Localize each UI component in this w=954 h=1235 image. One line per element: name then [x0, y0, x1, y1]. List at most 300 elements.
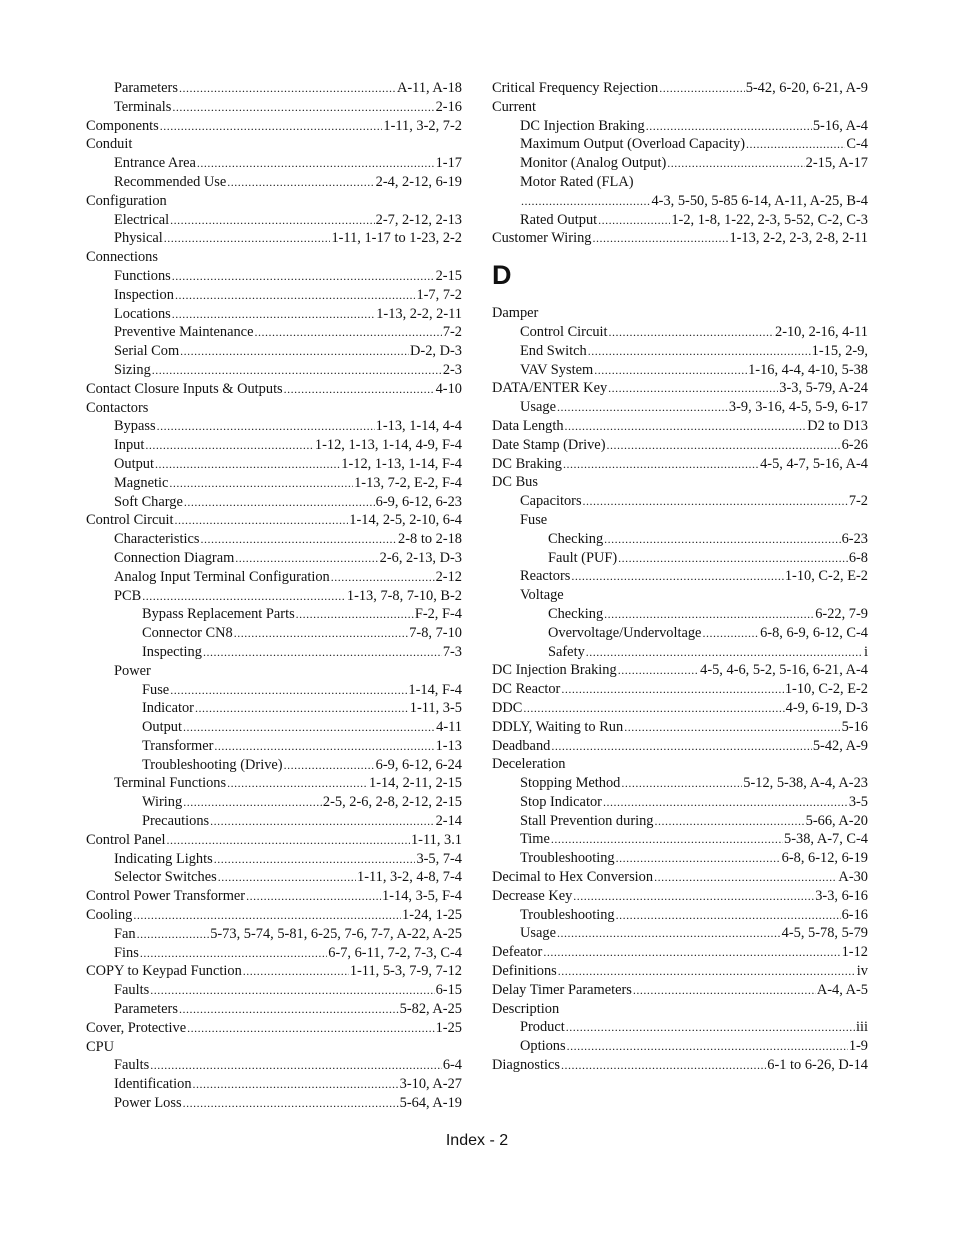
dot-leader	[561, 1056, 766, 1075]
index-pages: 1-13, 7-8, 7-10, B-2	[346, 587, 462, 604]
index-entry	[86, 305, 462, 324]
index-pages: 3-3, 6-16	[815, 887, 868, 904]
index-entry	[492, 473, 868, 492]
dot-leader	[150, 1056, 442, 1075]
dot-leader	[561, 680, 784, 699]
dot-leader	[567, 1037, 848, 1056]
index-term: DDLY, Waiting to Run	[492, 718, 624, 735]
index-entry	[86, 944, 462, 963]
index-pages: 6-7, 6-11, 7-2, 7-3, C-4	[328, 944, 462, 961]
dot-leader	[167, 831, 410, 850]
index-term: Parameters	[114, 1001, 178, 1018]
index-pages: 1-13, 7-2, E-2, F-4	[354, 474, 462, 491]
dot-leader	[592, 229, 728, 248]
index-term: Checking	[548, 605, 604, 622]
index-term: Contact Closure Inputs & Outputs	[86, 380, 283, 397]
index-term: Configuration	[86, 192, 167, 209]
dot-leader	[557, 398, 728, 417]
dot-leader	[150, 981, 434, 1000]
index-pages: iii	[856, 1019, 868, 1036]
index-term: Description	[492, 1000, 560, 1017]
index-entry	[86, 568, 462, 587]
dot-leader	[563, 455, 759, 474]
index-entry	[86, 850, 462, 869]
index-entry	[492, 793, 868, 812]
index-entry	[492, 135, 868, 154]
index-term: Capacitors	[520, 493, 582, 510]
index-entry	[86, 98, 462, 117]
index-entry	[86, 1000, 462, 1019]
index-term: Cover, Protective	[86, 1019, 187, 1036]
index-pages: 6-9, 6-12, 6-24	[375, 756, 462, 773]
index-entry	[86, 417, 462, 436]
index-pages: i	[864, 643, 868, 660]
index-entry	[492, 549, 868, 568]
index-pages: 4-5, 5-78, 5-79	[781, 925, 868, 942]
dot-leader	[234, 624, 409, 643]
dot-leader	[243, 962, 349, 981]
index-pages: 1-11, 3-2, 7-2	[383, 117, 462, 134]
index-entry	[86, 1056, 462, 1075]
dot-leader	[523, 699, 784, 718]
index-pages: 4-11	[436, 719, 462, 736]
index-term: DC Injection Braking	[492, 662, 617, 679]
dot-leader	[521, 192, 650, 211]
index-column-left	[86, 79, 462, 1113]
index-entry	[86, 455, 462, 474]
index-term: Parameters	[114, 80, 178, 96]
index-entry	[492, 924, 868, 943]
index-term: Recommended Use	[114, 173, 227, 190]
dot-leader	[133, 906, 401, 925]
index-term: Output	[142, 719, 182, 736]
index-pages: 1-11, 3-5	[409, 700, 462, 717]
index-term: Locations	[114, 305, 171, 322]
index-entry	[86, 681, 462, 700]
index-term: Definitions	[492, 963, 557, 980]
index-entry	[492, 455, 868, 474]
dot-leader	[137, 925, 210, 944]
index-entry	[492, 812, 868, 831]
index-pages: 2-15, A-17	[805, 155, 868, 172]
index-entry	[86, 399, 462, 418]
index-entry	[86, 624, 462, 643]
index-entry	[86, 737, 462, 756]
index-term: Stop Indicator	[520, 793, 602, 810]
dot-leader	[604, 605, 814, 624]
index-term: Connection Diagram	[114, 549, 235, 566]
dot-leader	[179, 1000, 399, 1019]
dot-leader	[598, 211, 670, 230]
index-entry	[86, 474, 462, 493]
dot-leader	[160, 117, 383, 136]
index-term: DC Bus	[492, 474, 538, 491]
index-term: Transformer	[142, 737, 214, 754]
dot-leader	[558, 962, 856, 981]
index-term: Usage	[520, 925, 556, 942]
index-entry	[86, 793, 462, 812]
dot-leader	[201, 530, 398, 549]
dot-leader	[142, 587, 346, 606]
index-entry	[86, 718, 462, 737]
index-term: DC Injection Braking	[520, 117, 645, 134]
index-entry	[492, 511, 868, 530]
index-term: Preventive Maintenance	[114, 324, 254, 341]
index-term: Fault (PUF)	[548, 549, 618, 566]
index-pages: 2-16	[435, 98, 462, 115]
index-entry	[492, 117, 868, 136]
index-entry	[492, 211, 868, 230]
index-pages: 3-9, 3-16, 4-5, 5-9, 6-17	[728, 399, 868, 416]
index-term: Conduit	[86, 136, 133, 153]
index-term: Sizing	[114, 361, 151, 378]
index-term: Critical Frequency Rejection	[492, 80, 659, 96]
dot-leader	[227, 173, 374, 192]
index-term: Control Circuit	[86, 512, 174, 529]
index-term: Analog Input Terminal Configuration	[114, 568, 330, 585]
dot-leader	[571, 567, 784, 586]
index-term: Terminal Functions	[114, 775, 227, 792]
index-pages: 5-66, A-20	[805, 812, 868, 829]
index-term: Deceleration	[492, 756, 566, 773]
index-pages: 1-13, 2-2, 2-3, 2-8, 2-11	[729, 230, 868, 247]
index-entry	[86, 1075, 462, 1094]
index-pages: iv	[856, 963, 868, 980]
index-term: Output	[114, 455, 154, 472]
index-term: Precautions	[142, 813, 210, 830]
index-entry	[492, 981, 868, 1000]
index-term: Delay Timer Parameters	[492, 981, 632, 998]
index-pages: 1-13, 2-2, 2-11	[376, 305, 462, 322]
dot-leader	[551, 830, 783, 849]
index-pages: 2-8 to 2-18	[398, 531, 462, 548]
index-term: Serial Com	[114, 343, 180, 360]
index-pages: 3-3, 5-79, A-24	[779, 380, 868, 397]
index-pages: 4-9, 6-19, D-3	[785, 699, 868, 716]
index-term: Connector CN8	[142, 625, 233, 642]
index-pages: 1-15, 2-9,	[811, 342, 868, 359]
dot-leader	[566, 1018, 855, 1037]
dot-leader	[284, 756, 375, 775]
index-term: Data Length	[492, 417, 564, 434]
index-entry	[492, 379, 868, 398]
index-entry	[492, 154, 868, 173]
index-entry	[492, 192, 868, 211]
index-pages: 2-15	[435, 267, 462, 284]
dot-leader	[633, 981, 816, 1000]
index-pages: 7-2	[442, 324, 462, 341]
index-entry	[492, 304, 868, 323]
dot-leader	[140, 944, 327, 963]
index-pages: 1-14, 2-11, 2-15	[369, 775, 462, 792]
dot-leader	[172, 98, 434, 117]
dot-leader	[170, 681, 407, 700]
index-pages: C-4	[846, 136, 868, 153]
index-entry	[492, 173, 868, 192]
index-entry	[492, 643, 868, 662]
dot-leader	[573, 887, 814, 906]
index-term: Components	[86, 117, 159, 134]
index-term: Fins	[114, 944, 139, 961]
index-pages: D-2, D-3	[410, 343, 462, 360]
dot-leader	[621, 774, 742, 793]
page-footer: Index - 2	[445, 1132, 509, 1149]
index-term: Decimal to Hex Conversion	[492, 869, 654, 886]
index-pages: 1-10, C-2, E-2	[784, 568, 868, 585]
index-entry	[86, 511, 462, 530]
index-entry	[492, 887, 868, 906]
index-term: Options	[520, 1038, 566, 1055]
index-term: Soft Charge	[114, 493, 183, 510]
index-term: Fuse	[520, 511, 548, 528]
dot-leader	[179, 79, 396, 98]
index-term: Faults	[114, 982, 150, 999]
index-pages: 6-16	[841, 906, 868, 923]
index-entry	[86, 436, 462, 455]
index-pages: 4-5, 4-6, 5-2, 5-16, 6-21, A-4	[700, 662, 868, 679]
index-entry	[492, 342, 868, 361]
dot-leader	[702, 624, 759, 643]
index-pages: 2-4, 2-12, 6-19	[375, 173, 462, 190]
dot-leader	[195, 699, 409, 718]
index-pages: D2 to D13	[807, 417, 868, 434]
index-entry	[86, 361, 462, 380]
dot-leader	[296, 605, 414, 624]
index-pages: A-30	[838, 869, 868, 886]
dot-leader	[607, 436, 841, 455]
index-pages: 5-16, A-4	[812, 117, 868, 134]
dot-leader	[175, 511, 349, 530]
index-term: Contactors	[86, 399, 149, 416]
index-pages: 1-25	[435, 1019, 462, 1036]
index-entry	[492, 1018, 868, 1037]
index-entry	[492, 605, 868, 624]
index-entry	[86, 925, 462, 944]
dot-leader	[543, 943, 840, 962]
section-heading-d: D	[492, 260, 512, 291]
dot-leader	[155, 455, 340, 474]
index-pages: 2-14	[435, 813, 462, 830]
index-pages: 3-10, A-27	[399, 1076, 462, 1093]
index-term: Bypass	[114, 418, 156, 435]
index-pages: A-4, A-5	[816, 981, 868, 998]
index-pages: 6-22, 7-9	[815, 605, 868, 622]
index-entry	[492, 962, 868, 981]
index-pages: 1-12, 1-13, 1-14, 4-9, F-4	[314, 437, 462, 454]
index-entry	[492, 98, 868, 117]
index-term: Fuse	[142, 681, 170, 698]
index-pages: 6-4	[442, 1057, 462, 1074]
index-pages: 2-10, 2-16, 4-11	[775, 323, 868, 340]
index-entry	[492, 737, 868, 756]
dot-leader	[746, 135, 845, 154]
index-pages: 1-17	[435, 155, 462, 172]
dot-leader	[203, 643, 442, 662]
index-entry	[492, 774, 868, 793]
dot-leader	[667, 154, 804, 173]
index-entry	[492, 680, 868, 699]
index-pages: F-2, F-4	[414, 606, 462, 623]
index-entry	[86, 493, 462, 512]
index-entry	[492, 830, 868, 849]
index-pages: 2-12	[435, 568, 462, 585]
dot-leader	[152, 361, 442, 380]
index-term: Bypass Replacement Parts	[142, 606, 295, 623]
index-entry	[492, 323, 868, 342]
index-entry	[86, 812, 462, 831]
dot-leader	[214, 737, 434, 756]
index-pages: 5-38, A-7, C-4	[784, 831, 868, 848]
index-pages: 1-2, 1-8, 1-22, 2-3, 5-52, C-2, C-3	[671, 211, 868, 228]
index-entry	[86, 135, 462, 154]
index-entry	[492, 361, 868, 380]
index-pages: 5-64, A-19	[399, 1095, 462, 1112]
index-pages: 6-23	[841, 530, 868, 547]
index-entry	[86, 906, 462, 925]
index-term: Maximum Output (Overload Capacity)	[520, 136, 746, 153]
index-pages: 4-10	[435, 380, 462, 397]
index-pages: 1-11, 3-2, 4-8, 7-4	[357, 869, 462, 886]
dot-leader	[616, 849, 781, 868]
dot-leader	[609, 323, 774, 342]
index-pages: 2-6, 2-13, D-3	[379, 549, 462, 566]
index-term: Functions	[114, 267, 171, 284]
index-entry	[86, 662, 462, 681]
index-entry	[86, 962, 462, 981]
index-column-right	[492, 79, 868, 1075]
index-term: Current	[492, 98, 536, 115]
index-term: Stopping Method	[520, 775, 621, 792]
index-term: Inspecting	[142, 643, 202, 660]
index-entry	[492, 868, 868, 887]
dot-leader	[172, 305, 375, 324]
index-term: DDC	[492, 699, 523, 716]
index-term: End Switch	[520, 342, 587, 359]
index-term: Indicating Lights	[114, 850, 213, 867]
index-pages: 1-16, 4-4, 4-10, 5-38	[748, 361, 868, 378]
index-entry	[86, 173, 462, 192]
index-entry	[492, 1000, 868, 1019]
index-term: Troubleshooting (Drive)	[142, 756, 283, 773]
index-term: Checking	[548, 530, 604, 547]
index-entry	[492, 699, 868, 718]
index-pages: 4-5, 4-7, 5-16, A-4	[760, 455, 868, 472]
index-entry	[86, 323, 462, 342]
index-pages: 6-8, 6-9, 6-12, C-4	[760, 624, 868, 641]
index-entry	[86, 248, 462, 267]
index-pages: 7-2	[848, 493, 868, 510]
dot-leader	[603, 793, 848, 812]
index-term: DATA/ENTER Key	[492, 380, 608, 397]
index-pages: 7-8, 7-10	[409, 625, 462, 642]
index-entry	[492, 492, 868, 511]
index-entry	[492, 1056, 868, 1075]
index-term: Wiring	[142, 794, 183, 811]
index-term: Magnetic	[114, 474, 169, 491]
index-term: Safety	[548, 643, 585, 660]
index-term: Entrance Area	[114, 155, 196, 172]
index-term: Customer Wiring	[492, 230, 592, 247]
dot-leader	[193, 1075, 399, 1094]
index-term: Decrease Key	[492, 887, 573, 904]
index-entry	[492, 849, 868, 868]
index-term: Terminals	[114, 98, 172, 115]
index-entry	[86, 342, 462, 361]
index-entry	[86, 286, 462, 305]
index-term: DC Reactor	[492, 681, 561, 698]
index-pages: 1-12	[841, 944, 868, 961]
index-entry	[86, 229, 462, 248]
index-entry	[86, 1038, 462, 1057]
index-term: Power	[114, 662, 151, 679]
index-pages: 1-24, 1-25	[402, 907, 462, 924]
index-pages: 1-13	[435, 737, 462, 754]
dot-leader	[565, 417, 807, 436]
index-term: Stall Prevention during	[520, 812, 654, 829]
dot-leader	[175, 286, 415, 305]
index-term: Indicator	[142, 700, 194, 717]
index-entry	[492, 398, 868, 417]
index-term: Date Stamp (Drive)	[492, 436, 606, 453]
dot-leader	[557, 924, 781, 943]
index-pages: 1-7, 7-2	[416, 286, 462, 303]
index-pages: 3-5, 7-4	[416, 850, 462, 867]
index-term: Control Power Transformer	[86, 888, 246, 905]
index-pages: 5-12, 5-38, A-4, A-23	[743, 775, 868, 792]
dot-leader	[618, 661, 699, 680]
index-entry	[492, 436, 868, 455]
index-term: Troubleshooting	[520, 906, 615, 923]
dot-leader	[157, 417, 375, 436]
index-term: PCB	[114, 587, 142, 604]
index-entry	[492, 530, 868, 549]
index-entry	[86, 154, 462, 173]
index-pages: 5-42, A-9	[812, 737, 868, 754]
index-entry	[86, 643, 462, 662]
dot-leader	[164, 229, 331, 248]
index-entry	[492, 624, 868, 643]
dot-leader	[170, 211, 375, 230]
dot-leader	[197, 154, 435, 173]
index-term: Motor Rated (FLA)	[520, 173, 634, 190]
dot-leader	[284, 380, 435, 399]
index-pages: 1-9	[848, 1038, 868, 1055]
index-pages: 6-8, 6-12, 6-19	[781, 850, 868, 867]
dot-leader	[218, 868, 356, 887]
index-entry	[86, 587, 462, 606]
index-term: Characteristics	[114, 531, 200, 548]
index-pages: 6-1 to 6-26, D-14	[767, 1057, 868, 1074]
dot-leader	[583, 492, 848, 511]
index-entry	[86, 756, 462, 775]
dot-leader	[184, 493, 375, 512]
index-term: Selector Switches	[114, 869, 217, 886]
dot-leader	[588, 342, 811, 361]
index-pages: 6-15	[435, 982, 462, 999]
dot-leader	[604, 530, 840, 549]
dot-leader	[183, 718, 435, 737]
index-pages: 1-10, C-2, E-2	[784, 681, 868, 698]
index-pages: 1-14, F-4	[408, 681, 462, 698]
index-pages: 1-11, 5-3, 7-9, 7-12	[349, 963, 462, 980]
index-term: Cooling	[86, 907, 133, 924]
dot-leader	[210, 812, 434, 831]
dot-leader	[624, 718, 840, 737]
index-pages: 1-13, 1-14, 4-4	[375, 418, 462, 435]
index-pages: A-11, A-18	[396, 80, 462, 96]
dot-leader	[180, 342, 409, 361]
dot-leader	[246, 887, 381, 906]
